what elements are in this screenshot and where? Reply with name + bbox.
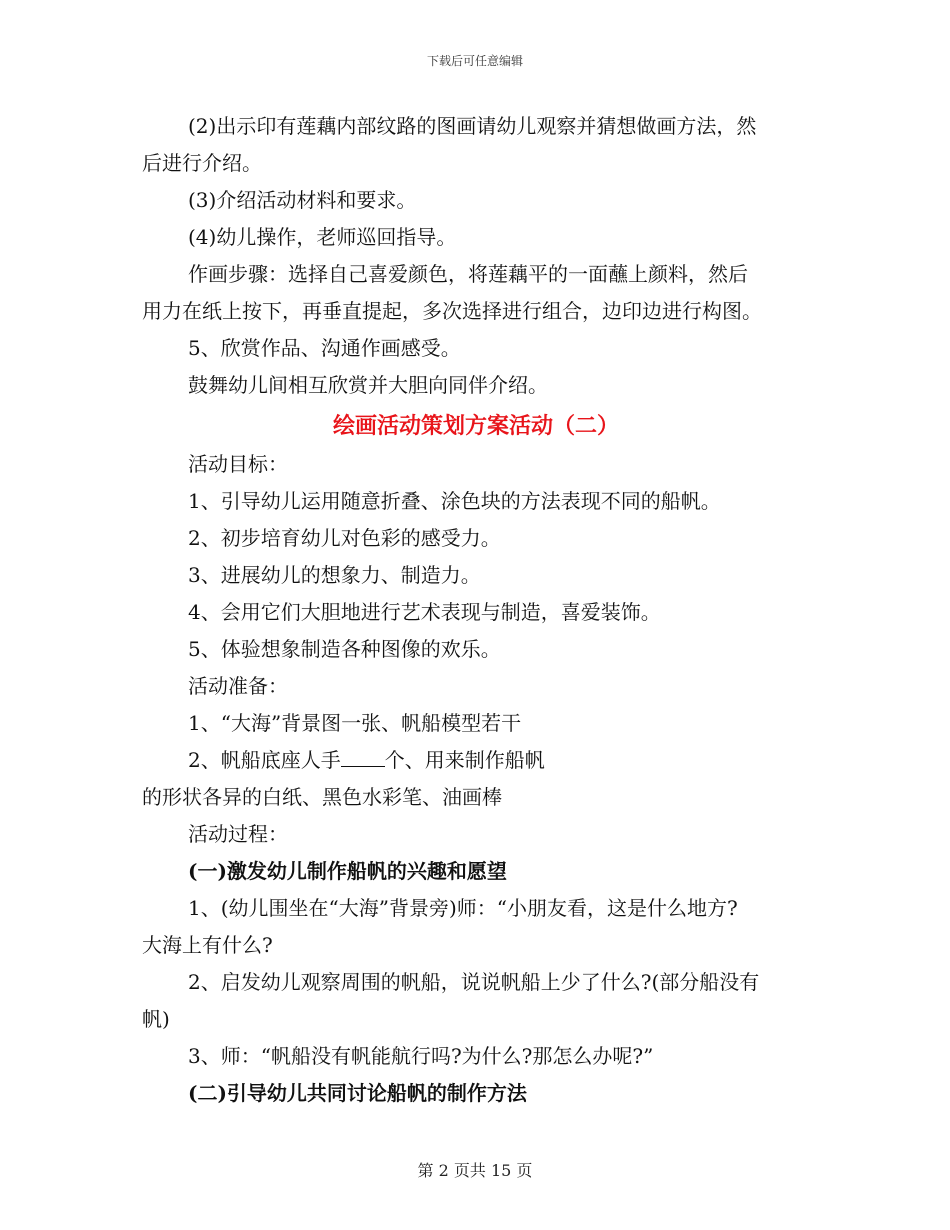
section-title: 绘画活动策划方案活动（二） — [332, 413, 619, 439]
goals-heading: 活动目标： — [188, 452, 288, 476]
goal-item: 3、进展幼儿的想象力、制造力。 — [188, 563, 481, 587]
paragraph-line: 1、(幼儿围坐在“大海”背景旁)师：“小朋友看，这是什么地方? — [188, 896, 738, 920]
prep-item: 1、“大海”背景图一张、帆船模型若干 — [188, 711, 522, 735]
document-body — [142, 108, 810, 1112]
prep-item — [142, 742, 810, 779]
paragraph-line: 3、师：“帆船没有帆能航行吗?为什么?那怎么办呢?” — [188, 1044, 654, 1068]
prep-item: 的形状各异的白纸、黑色水彩笔、油画棒 — [142, 785, 502, 809]
paragraph-line: (2)出示印有莲藕内部纹路的图画请幼儿观察并猜想做画方法，然 — [188, 114, 757, 138]
step-heading: (一)激发幼儿制作船帆的兴趣和愿望 — [188, 859, 507, 883]
process-heading: 活动过程： — [188, 822, 288, 846]
paragraph-line: 作画步骤：选择自己喜爱颜色，将莲藕平的一面蘸上颜料，然后 — [188, 262, 748, 286]
paragraph-line: (3)介绍活动材料和要求。 — [188, 188, 417, 212]
paragraph-line: 后进行介绍。 — [142, 151, 262, 175]
step-heading: (二)引导幼儿共同讨论船帆的制作方法 — [188, 1081, 527, 1105]
paragraph-line: 用力在纸上按下，再垂直提起，多次选择进行组合，边印边进行构图。 — [142, 299, 762, 323]
fill-in-blank — [341, 748, 385, 767]
goal-item: 5、体验想象制造各种图像的欢乐。 — [188, 637, 501, 661]
goal-item: 2、初步培育幼儿对色彩的感受力。 — [188, 526, 501, 550]
goal-item: 4、会用它们大胆地进行艺术表现与制造，喜爱装饰。 — [188, 600, 661, 624]
paragraph-line: 5、欣赏作品、沟通作画感受。 — [188, 336, 461, 360]
page-header: 下载后可任意编辑 — [426, 54, 523, 68]
prep-text: 2、帆船底座人手 — [188, 748, 341, 772]
paragraph-line: 2、启发幼儿观察周围的帆船，说说帆船上少了什么?(部分船没有 — [188, 970, 760, 994]
paragraph-line: 帆) — [142, 1007, 170, 1031]
page-footer: 第 2 页共 15 页 — [417, 1161, 533, 1180]
paragraph-line: (4)幼儿操作，老师巡回指导。 — [188, 225, 457, 249]
prep-heading: 活动准备： — [188, 674, 288, 698]
prep-text: 个、用来制作船帆 — [384, 748, 545, 772]
paragraph-line: 大海上有什么? — [142, 933, 273, 957]
paragraph-line: 鼓舞幼儿间相互欣赏并大胆向同伴介绍。 — [188, 373, 548, 397]
goal-item: 1、引导幼儿运用随意折叠、涂色块的方法表现不同的船帆。 — [188, 489, 721, 513]
